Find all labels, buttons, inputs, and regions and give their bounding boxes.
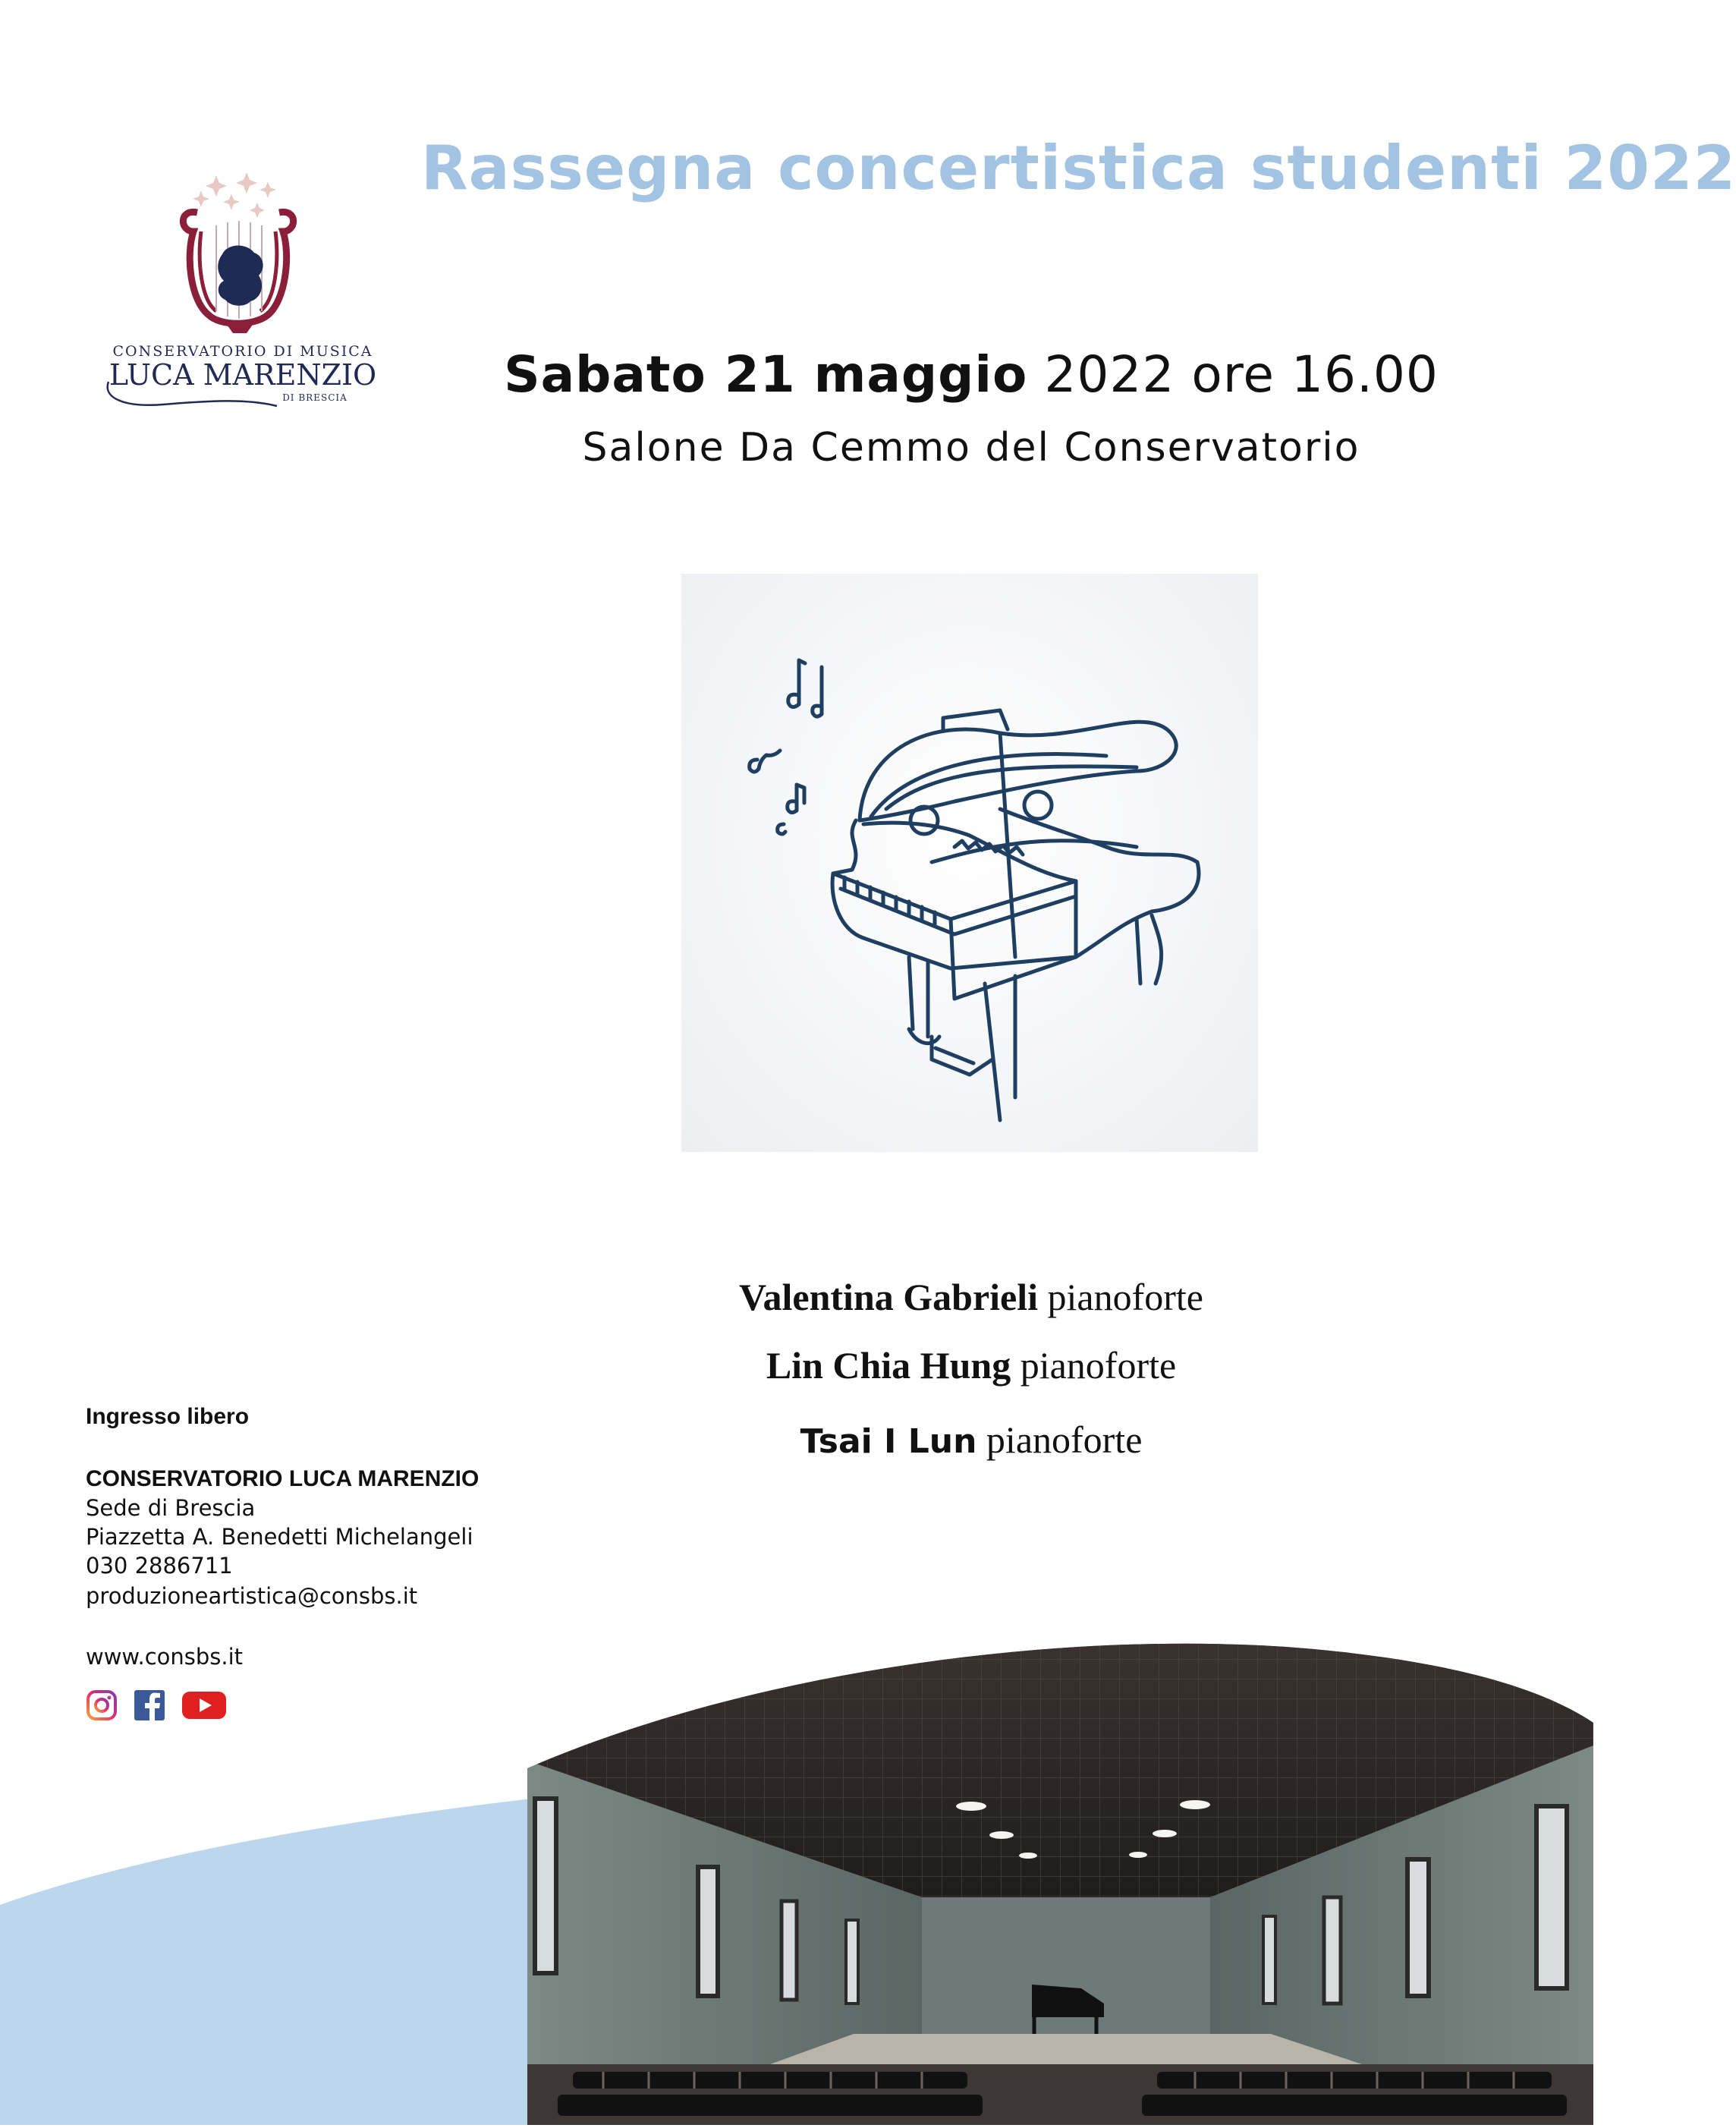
instagram-icon[interactable] (86, 1689, 118, 1724)
facebook-icon[interactable] (134, 1689, 165, 1724)
performer-2 (561, 1343, 1381, 1387)
grand-piano-icon (681, 574, 1258, 1152)
piano-illustration (681, 574, 1258, 1152)
event-year-time: 2022 ore 16.00 (1027, 345, 1439, 404)
performer-3 (561, 1418, 1381, 1462)
logo-text-line2: LUCA MARENZIO (108, 358, 377, 392)
organization-phone: 030 2886711 (86, 1553, 233, 1579)
performer-2-name: Lin Chia Hung (766, 1344, 1011, 1387)
organization-address: Piazzetta A. Benedetti Michelangeli (86, 1524, 473, 1550)
organization-name: CONSERVATORIO LUCA MARENZIO (86, 1466, 480, 1491)
organization-website[interactable]: www.consbs.it (86, 1644, 244, 1670)
performer-3-name: Tsai I Lun (800, 1422, 977, 1461)
performer-1-instrument: pianoforte (1038, 1276, 1203, 1318)
youtube-icon[interactable] (181, 1689, 227, 1724)
logo-text-line1: CONSERVATORIO DI MUSICA (112, 343, 373, 360)
performer-2-instrument: pianoforte (1011, 1344, 1177, 1387)
logo-text-line3: DI BRESCIA (282, 392, 348, 403)
decorative-wave (0, 1768, 531, 2125)
organization-email[interactable]: produzioneartistica@consbs.it (86, 1583, 418, 1609)
event-date-time (486, 345, 1457, 404)
concert-hall-photo (527, 1639, 1593, 2125)
organization-sede: Sede di Brescia (86, 1495, 256, 1521)
event-date: Sabato 21 maggio (504, 345, 1028, 404)
social-links (86, 1689, 239, 1723)
page-title: Rassegna concertistica studenti 2022 (421, 133, 1736, 203)
lyre-emblem-icon (95, 171, 391, 421)
performer-1-name: Valentina Gabrieli (739, 1276, 1039, 1318)
event-venue: Salone Da Cemmo del Conservatorio (582, 425, 1360, 471)
entry-info: Ingresso libero (86, 1404, 250, 1429)
conservatory-logo (95, 171, 391, 421)
performer-1 (561, 1275, 1381, 1319)
performer-3-instrument: pianoforte (976, 1418, 1143, 1461)
